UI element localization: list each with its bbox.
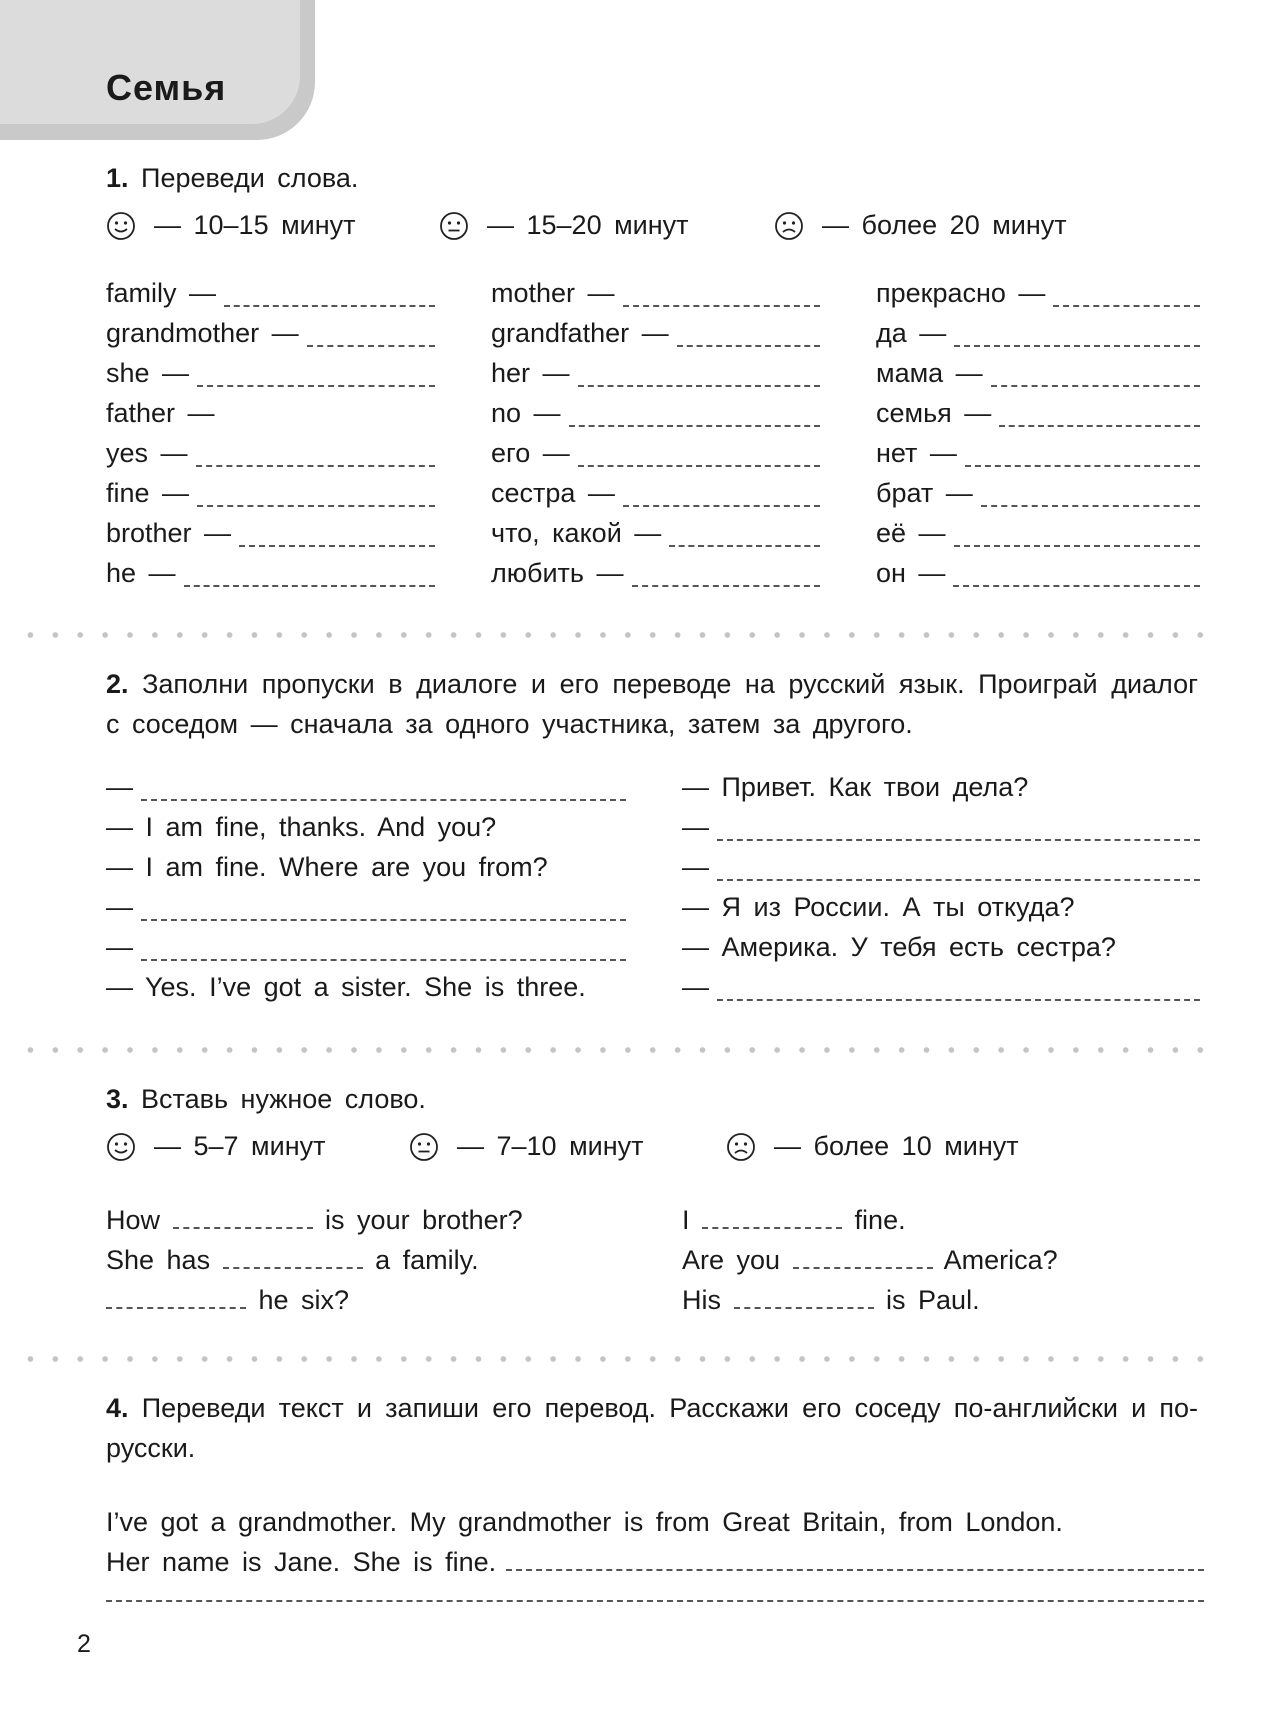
sentence-end: he six? bbox=[258, 1285, 350, 1315]
sentence-end: fine. bbox=[854, 1205, 906, 1235]
task2-number: 2. bbox=[106, 669, 129, 699]
dialogue-line bbox=[106, 852, 626, 892]
sentence-start: She has bbox=[106, 1245, 211, 1275]
answer-blank[interactable] bbox=[702, 1205, 842, 1229]
dialogue-text: — Америка. У тебя есть сестра? bbox=[682, 932, 1116, 962]
vocab-item[interactable] bbox=[491, 318, 820, 358]
vocab-column-3 bbox=[876, 278, 1200, 598]
timer-neutral bbox=[439, 210, 689, 241]
vocab-word: его — bbox=[491, 438, 570, 468]
answer-blank[interactable] bbox=[677, 345, 820, 347]
text-line-1: I’ve got a grandmother. My grandmother is from Great Britain, from London. bbox=[106, 1507, 1063, 1537]
dialogue-text: — bbox=[682, 852, 709, 882]
vocab-item[interactable] bbox=[491, 278, 820, 318]
vocab-word: семья — bbox=[876, 398, 992, 428]
answer-blank[interactable] bbox=[184, 585, 435, 587]
answer-blank[interactable] bbox=[506, 1569, 1204, 1571]
vocab-item[interactable] bbox=[106, 318, 435, 358]
dialogue-english bbox=[106, 772, 626, 1012]
answer-blank[interactable] bbox=[717, 839, 1200, 841]
vocab-word: brother — bbox=[106, 518, 232, 548]
dialogue-line[interactable] bbox=[682, 972, 1200, 1012]
vocab-item[interactable] bbox=[106, 278, 435, 318]
dialogue-text: — bbox=[682, 972, 709, 1002]
vocab-word: her — bbox=[491, 358, 570, 388]
sentence-end: America? bbox=[943, 1245, 1058, 1275]
task4-text-block bbox=[106, 1502, 1204, 1622]
fill-in-left bbox=[106, 1205, 523, 1325]
answer-blank[interactable] bbox=[717, 879, 1200, 881]
vocab-item[interactable] bbox=[491, 558, 820, 598]
answer-blank[interactable] bbox=[106, 1600, 1204, 1602]
answer-blank[interactable] bbox=[307, 345, 435, 347]
dialogue-text: — I am fine, thanks. And you? bbox=[106, 812, 497, 842]
timer-sad-label: — более 10 минут bbox=[774, 1131, 1019, 1161]
section-divider bbox=[18, 1047, 1208, 1053]
answer-blank[interactable] bbox=[717, 999, 1200, 1001]
task2-text: Заполни пропуски в диалоге и его переводе на русский язык. Проиграй диалог с соседом — сначала за одного участника, затем за другого. bbox=[106, 669, 1198, 739]
answer-blank[interactable] bbox=[1053, 305, 1200, 307]
timer-happy-label: — 5–7 минут bbox=[154, 1131, 326, 1161]
vocab-word: он — bbox=[876, 558, 946, 588]
sentence-end: a family. bbox=[375, 1245, 479, 1275]
happy-face-icon bbox=[106, 1132, 136, 1162]
vocab-item[interactable] bbox=[876, 398, 1200, 438]
fill-sentence bbox=[106, 1205, 523, 1245]
answer-blank[interactable] bbox=[196, 465, 435, 467]
timer-sad bbox=[774, 210, 1067, 241]
timer-sad bbox=[726, 1131, 1019, 1162]
vocab-word: мама — bbox=[876, 358, 983, 388]
vocab-word: grandmother — bbox=[106, 318, 299, 348]
neutral-face-icon bbox=[409, 1132, 439, 1162]
dialogue-line bbox=[106, 812, 626, 852]
timer-neutral bbox=[409, 1131, 644, 1162]
vocab-word: yes — bbox=[106, 438, 188, 468]
answer-blank[interactable] bbox=[106, 1285, 246, 1309]
answer-blank[interactable] bbox=[953, 585, 1200, 587]
vocab-word: he — bbox=[106, 558, 176, 588]
task3-instruction bbox=[106, 1079, 1198, 1119]
dialogue-line bbox=[682, 892, 1200, 932]
vocab-item[interactable] bbox=[876, 318, 1200, 358]
sad-face-icon bbox=[726, 1132, 756, 1162]
sentence-start: His bbox=[682, 1285, 721, 1315]
timer-happy bbox=[106, 210, 356, 241]
vocab-word: брат — bbox=[876, 478, 973, 508]
page-title: Семья bbox=[106, 67, 227, 108]
fill-sentence bbox=[682, 1245, 1058, 1285]
vocab-word: сестра — bbox=[491, 478, 615, 508]
answer-blank[interactable] bbox=[569, 425, 820, 427]
sentence-start: I bbox=[682, 1205, 690, 1235]
text-line-2: Her name is Jane. She is fine. bbox=[106, 1547, 497, 1577]
vocab-item[interactable] bbox=[106, 438, 435, 478]
vocab-column-1 bbox=[106, 278, 435, 598]
vocab-item[interactable] bbox=[876, 278, 1200, 318]
vocab-item[interactable] bbox=[876, 358, 1200, 398]
dialogue-line[interactable] bbox=[106, 892, 626, 932]
vocab-word: she — bbox=[106, 358, 190, 388]
task4-instruction bbox=[106, 1388, 1198, 1468]
task3-text: Вставь нужное слово. bbox=[141, 1084, 426, 1114]
sentence-end: is your brother? bbox=[325, 1205, 523, 1235]
dialogue-line bbox=[682, 932, 1200, 972]
answer-blank[interactable] bbox=[223, 1245, 363, 1269]
vocab-item[interactable] bbox=[106, 398, 435, 438]
answer-blank[interactable] bbox=[623, 305, 820, 307]
dialogue-text: — Привет. Как твои дела? bbox=[682, 772, 1029, 802]
fill-sentence bbox=[106, 1285, 523, 1325]
dialogue-text: — Yes. I’ve got a sister. She is three. bbox=[106, 972, 586, 1002]
answer-blank[interactable] bbox=[632, 585, 821, 587]
answer-blank[interactable] bbox=[981, 505, 1200, 507]
vocab-item[interactable] bbox=[106, 558, 435, 598]
vocab-word: прекрасно — bbox=[876, 278, 1046, 308]
vocab-word: что, какой — bbox=[491, 518, 662, 548]
vocab-word: нет — bbox=[876, 438, 957, 468]
dialogue-line bbox=[106, 972, 626, 1012]
task4-number: 4. bbox=[106, 1393, 129, 1423]
task2-instruction bbox=[106, 664, 1198, 744]
vocab-word: её — bbox=[876, 518, 946, 548]
answer-blank[interactable] bbox=[999, 425, 1200, 427]
section-divider bbox=[18, 632, 1208, 638]
vocab-item[interactable] bbox=[106, 518, 435, 558]
answer-blank[interactable] bbox=[965, 465, 1200, 467]
answer-blank[interactable] bbox=[141, 959, 626, 961]
vocab-item[interactable] bbox=[876, 438, 1200, 478]
dialogue-text: — Я из России. А ты откуда? bbox=[682, 892, 1075, 922]
answer-blank[interactable] bbox=[734, 1285, 874, 1309]
vocab-item[interactable] bbox=[491, 358, 820, 398]
timer-happy bbox=[106, 1131, 325, 1162]
vocab-item[interactable] bbox=[491, 518, 820, 558]
vocab-word: fine — bbox=[106, 478, 190, 508]
vocab-word: family — bbox=[106, 278, 217, 308]
answer-blank[interactable] bbox=[793, 1245, 933, 1269]
sentence-end: is Paul. bbox=[886, 1285, 980, 1315]
answer-blank[interactable] bbox=[623, 505, 820, 507]
answer-blank[interactable] bbox=[954, 345, 1200, 347]
task1-number: 1. bbox=[106, 163, 129, 193]
answer-blank[interactable] bbox=[578, 465, 820, 467]
task1-text: Переведи слова. bbox=[141, 163, 359, 193]
vocab-item[interactable] bbox=[876, 518, 1200, 558]
answer-blank[interactable] bbox=[991, 385, 1200, 387]
text-line bbox=[106, 1582, 1204, 1622]
vocab-word: grandfather — bbox=[491, 318, 669, 348]
vocab-item[interactable] bbox=[491, 478, 820, 518]
sad-face-icon bbox=[774, 211, 804, 241]
task4-text: Переведи текст и запиши его перевод. Расскажи его соседу по-английски и по-русски. bbox=[106, 1393, 1198, 1463]
dialogue-line[interactable] bbox=[682, 812, 1200, 852]
dialogue-text: — bbox=[682, 812, 709, 842]
dialogue-text: — I am fine. Where are you from? bbox=[106, 852, 548, 882]
answer-blank[interactable] bbox=[224, 305, 435, 307]
sentence-start: How bbox=[106, 1205, 161, 1235]
answer-blank[interactable] bbox=[141, 799, 626, 801]
timer-happy-label: — 10–15 минут bbox=[154, 210, 356, 240]
vocab-column-2 bbox=[491, 278, 820, 598]
sentence-start: Are you bbox=[682, 1245, 781, 1275]
text-line bbox=[106, 1502, 1204, 1542]
vocab-item[interactable] bbox=[491, 398, 820, 438]
answer-blank[interactable] bbox=[669, 545, 820, 547]
vocab-word: да — bbox=[876, 318, 947, 348]
dialogue-line[interactable] bbox=[106, 772, 626, 812]
section-divider bbox=[18, 1356, 1208, 1362]
happy-face-icon bbox=[106, 211, 136, 241]
dialogue-line[interactable] bbox=[682, 852, 1200, 892]
answer-blank[interactable] bbox=[197, 505, 435, 507]
fill-in-right bbox=[682, 1205, 1058, 1325]
dialogue-text: — bbox=[106, 932, 133, 962]
answer-blank[interactable] bbox=[239, 545, 435, 547]
timer-neutral-label: — 15–20 минут bbox=[487, 210, 689, 240]
vocab-item[interactable] bbox=[106, 478, 435, 518]
dialogue-line bbox=[682, 772, 1200, 812]
vocab-word: mother — bbox=[491, 278, 615, 308]
fill-sentence bbox=[682, 1205, 1058, 1245]
answer-blank[interactable] bbox=[197, 385, 435, 387]
dialogue-text: — bbox=[106, 892, 133, 922]
page-number: 2 bbox=[77, 1630, 91, 1658]
vocab-item[interactable] bbox=[876, 478, 1200, 518]
answer-blank[interactable] bbox=[141, 919, 626, 921]
fill-sentence bbox=[106, 1245, 523, 1285]
dialogue-russian bbox=[682, 772, 1200, 1012]
answer-blank[interactable] bbox=[954, 545, 1200, 547]
timer-sad-label: — более 20 минут bbox=[822, 210, 1067, 240]
vocab-word: любить — bbox=[491, 558, 624, 588]
answer-blank[interactable] bbox=[173, 1205, 313, 1229]
vocab-word: no — bbox=[491, 398, 561, 428]
answer-blank[interactable] bbox=[578, 385, 820, 387]
vocab-item[interactable] bbox=[876, 558, 1200, 598]
vocab-item[interactable] bbox=[491, 438, 820, 478]
text-line bbox=[106, 1542, 1204, 1582]
timer-neutral-label: — 7–10 минут bbox=[457, 1131, 644, 1161]
dialogue-line[interactable] bbox=[106, 932, 626, 972]
neutral-face-icon bbox=[439, 211, 469, 241]
dialogue-text: — bbox=[106, 772, 133, 802]
task1-instruction bbox=[106, 158, 1198, 198]
vocab-word: father — bbox=[106, 398, 215, 428]
vocab-item[interactable] bbox=[106, 358, 435, 398]
task3-number: 3. bbox=[106, 1084, 129, 1114]
fill-sentence bbox=[682, 1285, 1058, 1325]
